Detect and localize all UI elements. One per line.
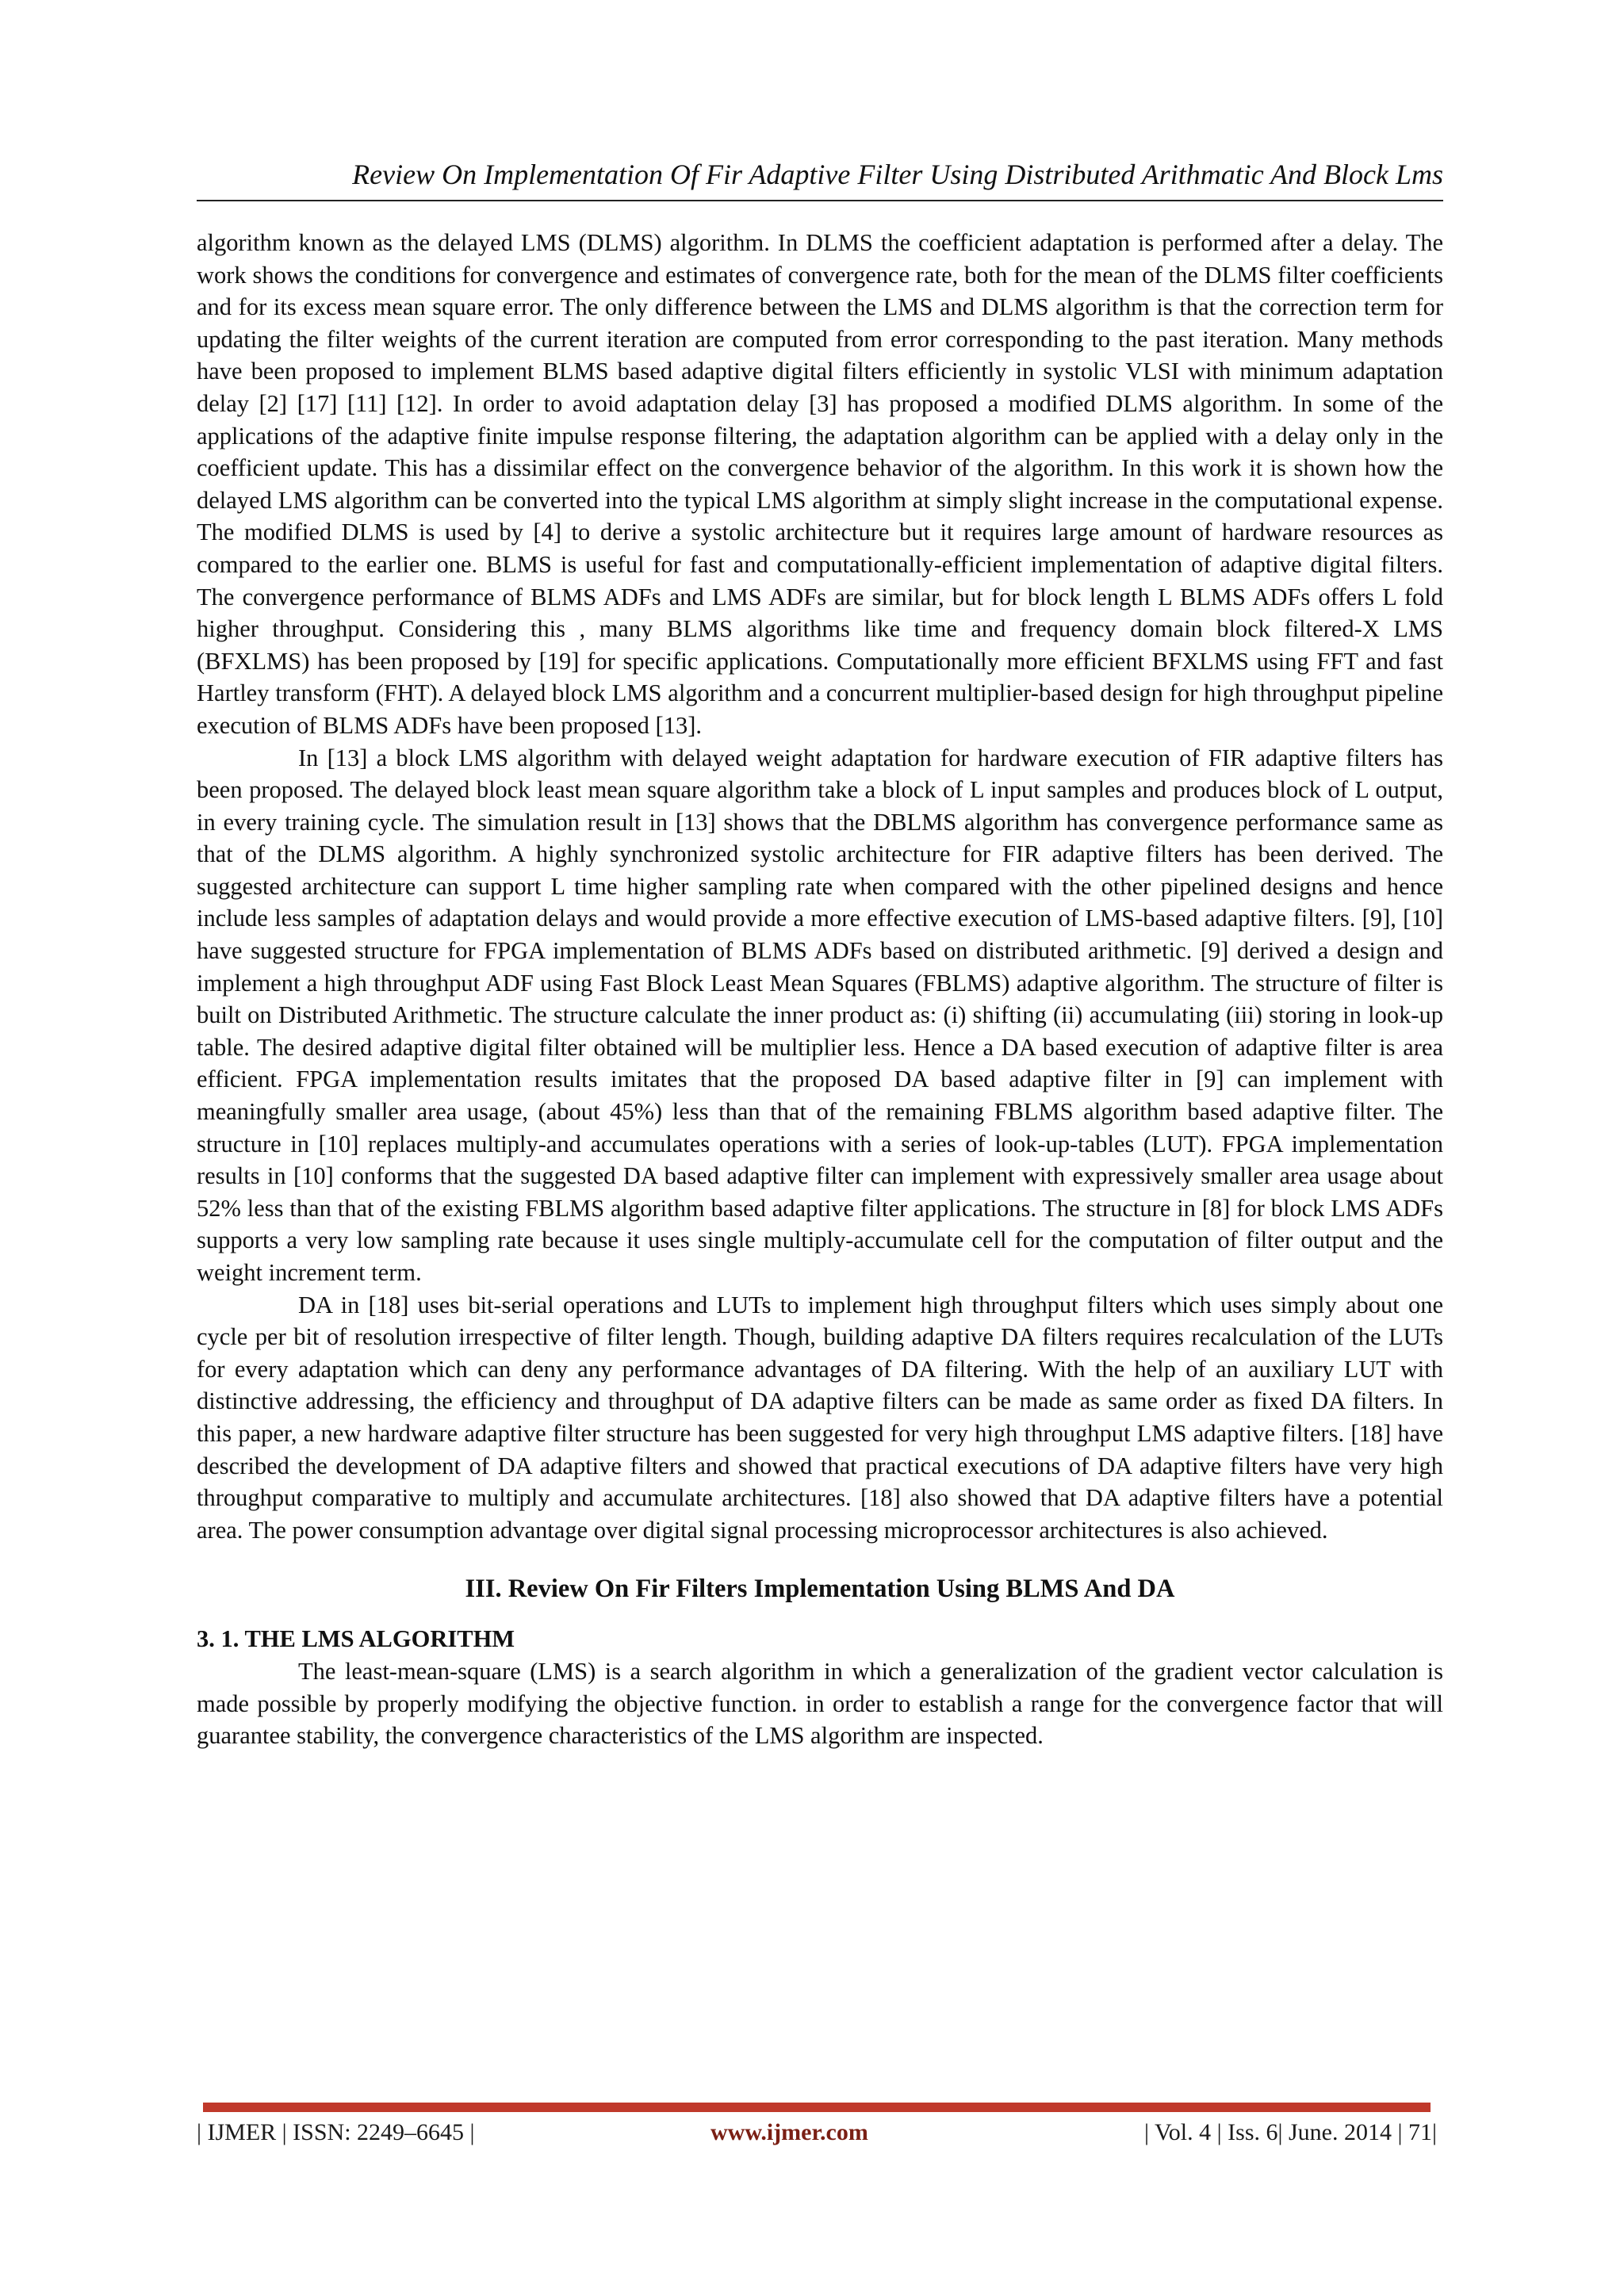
paragraph: In [13] a block LMS algorithm with delayed weight adaptation for hardware execution of FIR adaptive filters has been proposed. The delayed block least mean square algorithm take a block of L input samples and produces block of L output, in every training cycle. The simulation result in [13] shows that the DBLMS algorithm has convergence performance same as that of the DLMS algorithm. A highly synchronized systolic architecture for FIR adaptive filters has been derived. The suggested architecture can support L time higher sampling rate when compared with the other pipelined designs and hence include less samples of adaptation delays and would provide a more effective execution of LMS-based adaptive filters. [9], [10] have suggested structure for FPGA implementation of BLMS ADFs based on distributed arithmetic. [9] derived a design and implement a high throughput ADF using Fast Block Least Mean Squares (FBLMS) adaptive algorithm. The structure of filter is built on Distributed Arithmetic. The structure calculate the inner product as: (i) shifting (ii) accumulating (iii) storing in look-up table. The desired adaptive digital filter obtained will be multiplier less. Hence a DA based execution of adaptive filter is area efficient. FPGA implementation results imitates that the proposed DA based adaptive filter in [9] can implement with meaningfully smaller area usage, (about 45%) less than that of the remaining FBLMS algorithm based adaptive filter. The structure in [10] replaces multiply-and accumulates operations with a series of look-up-tables (LUT). FPGA implementation results in [10] conforms that the suggested DA based adaptive filter can implement with expressively smaller area usage about 52% less than that of the existing FBLMS algorithm based adaptive filter applications. The structure in [8] for block LMS ADFs supports a very low sampling rate because it uses single multiply-accumulate cell for the computation of filter output and the weight increment term.: [197, 744, 1443, 1286]
article-body: [197, 227, 1443, 1752]
page-footer: [197, 2115, 1437, 2150]
section-heading: III. Review On Fir Filters Implementation Using BLMS And DA: [465, 1575, 1175, 1604]
paragraph: algorithm known as the delayed LMS (DLMS) algorithm. In DLMS the coefficient adaptation is performed after a delay. The work shows the conditions for convergence and estimates of convergence rate, both for the mean of the DLMS filter coefficients and for its excess mean square error. The only difference between the LMS and DLMS algorithm is that the correction term for updating the filter weights of the current iteration are computed from error corresponding to the past iteration. Many methods have been proposed to implement BLMS based adaptive digital filters efficiently in systolic VLSI with minimum adaptation delay [2] [17] [11] [12]. In order to avoid adaptation delay [3] has proposed a modified DLMS algorithm. In some of the applications of the adaptive finite impulse response filtering, the adaptation algorithm can be applied with a delay only in the coefficient update. This has a dissimilar effect on the convergence behavior of the algorithm. In this work it is shown how the delayed LMS algorithm can be converted into the typical LMS algorithm at simply slight increase in the computational expense. The modified DLMS is used by [4] to derive a systolic architecture but it requires large amount of hardware resources as compared to the earlier one. BLMS is useful for fast and computationally-efficient implementation of adaptive digital filters. The convergence performance of BLMS ADFs and LMS ADFs are similar, but for block length L BLMS ADFs offers L fold higher throughput. Considering this , many BLMS algorithms like time and frequency domain block filtered-X LMS (BFXLMS) has been proposed by [19] for specific applications. Computationally more efficient BFXLMS using FFT and fast Hartley transform (FHT). A delayed block LMS algorithm and a concurrent multiplier-based design for high throughput pipeline execution of BLMS ADFs have been proposed [13].: [197, 229, 1443, 739]
subsection-heading: 3. 1. THE LMS ALGORITHM: [197, 1625, 515, 1653]
footer-volume-info: | Vol. 4 | Iss. 6| June. 2014 | 71|: [1144, 2119, 1437, 2145]
running-header: Review On Implementation Of Fir Adaptive Filter Using Distributed Arithmatic And Block Lms: [197, 155, 1443, 201]
footer-website-link[interactable]: www.ijmer.com: [710, 2119, 868, 2145]
footer-journal-info: | IJMER | ISSN: 2249–6645 |: [197, 2119, 475, 2145]
footer-rule: [203, 2103, 1431, 2112]
paragraph: The least-mean-square (LMS) is a search algorithm in which a generalization of the gradient vector calculation is made possible by properly modifying the objective function. in order to establish a range for the convergence factor that will guarantee stability, the convergence characteristics of the LMS algorithm are inspected.: [197, 1657, 1443, 1750]
paragraph: DA in [18] uses bit-serial operations and LUTs to implement high throughput filters which uses simply about one cycle per bit of resolution irrespective of filter length. Though, building adaptive DA filters requires recalculation of the LUTs for every adaptation which can deny any performance advantages of DA filtering. With the help of an auxiliary LUT with distinctive addressing, the efficiency and throughput of DA adaptive filters can be made as same order as fixed DA filters. In this paper, a new hardware adaptive filter structure has been suggested for very high throughput LMS adaptive filters. [18] have described the development of DA adaptive filters and showed that practical executions of DA adaptive filters have very high throughput comparative to multiply and accumulate architectures. [18] also showed that DA adaptive filters have a potential area. The power consumption advantage over digital signal processing microprocessor architectures is also achieved.: [197, 1291, 1443, 1544]
